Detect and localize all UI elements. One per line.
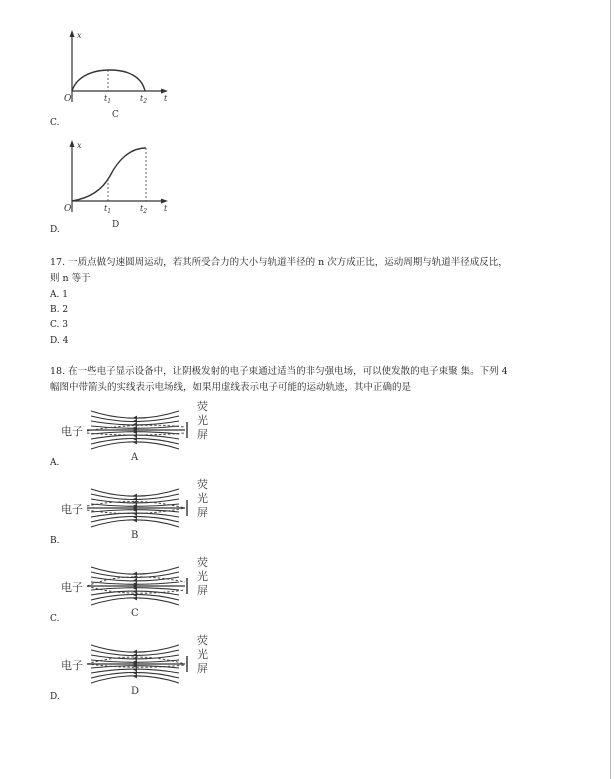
screen-label-char: 光 <box>197 570 208 583</box>
figure-caption: B <box>131 530 139 541</box>
screen-label-char: 荧 <box>197 400 208 413</box>
field-figure-b-option-label: B. <box>50 536 60 546</box>
electron-label: 电子 <box>61 503 83 516</box>
graph-d-t1-label: $t_1$ <box>104 204 112 215</box>
field-line-arrow <box>133 518 137 522</box>
graph-c-option-label: C. <box>50 118 60 128</box>
graph-c-curve <box>72 70 145 91</box>
field-line-arrow <box>133 440 137 444</box>
graph-d-y-arrow <box>70 140 75 147</box>
graph-d-curve <box>72 148 146 201</box>
graph-d-t2-label: $t_2$ <box>140 204 148 215</box>
question-17-option-a: A. 1 <box>50 290 68 300</box>
figure-caption: A <box>131 452 139 463</box>
field-figure-d <box>55 634 225 696</box>
field-figure-d-option-label: D. <box>50 692 60 702</box>
field-figure-c-option-label: C. <box>50 614 60 624</box>
field-line-arrow <box>133 668 137 672</box>
question-17-text <box>50 255 570 287</box>
graph-c-origin: O <box>64 94 72 104</box>
screen-label-char: 屏 <box>197 506 208 519</box>
field-line-arrow <box>133 653 137 657</box>
field-line-arrow <box>133 650 137 654</box>
screen-label-char: 屏 <box>197 584 208 597</box>
field-figure-a <box>55 400 225 462</box>
question-17-option-c: C. 3 <box>50 320 69 330</box>
figure-caption: D <box>131 686 140 697</box>
screen-label-char: 荧 <box>197 478 208 491</box>
question-18-line1: 18. 在一些电子显示设备中，让阴极发射的电子束通过适当的非匀强电场，可以使发散的电子束聚 集。下列 4 <box>50 366 508 377</box>
graph-d-x-arrow <box>161 199 168 204</box>
graph-c-y-label: x <box>77 31 82 40</box>
electron-label: 电子 <box>61 659 83 672</box>
graph-c-t1-label: $t_1$ <box>104 94 112 105</box>
field-line-arrow <box>133 434 137 438</box>
question-17-option-d: D. 4 <box>50 336 69 346</box>
electron-label: 电子 <box>61 425 83 438</box>
graph-c-caption: C <box>112 110 119 120</box>
graph-d-caption: D <box>112 220 120 230</box>
graph-c-t2-label: $t_2$ <box>140 94 148 105</box>
screen-label-char: 荧 <box>197 556 208 569</box>
field-figure-c <box>55 556 225 618</box>
question-18-line2: 幅图中带箭头的实线表示电场线，如果用虚线表示电子可能的运动轨迹，其中正确的是 <box>50 382 412 393</box>
screen-label-char: 荧 <box>197 634 208 647</box>
page-edge <box>610 0 611 779</box>
graph-d-option-label: D. <box>50 225 60 235</box>
question-17-option-b: B. 2 <box>50 305 69 315</box>
graph-c-y-arrow <box>70 30 75 37</box>
field-line-arrow <box>133 572 137 576</box>
graph-d <box>60 140 190 235</box>
field-line-arrow <box>133 515 137 519</box>
graph-c <box>60 30 190 125</box>
graph-d-origin: O <box>64 204 72 214</box>
graph-c-x-label: t <box>164 94 168 103</box>
screen-label-char: 光 <box>197 492 208 505</box>
field-line-arrow <box>133 497 137 501</box>
screen-label-char: 屏 <box>197 662 208 675</box>
field-line-arrow <box>133 437 137 441</box>
field-line-arrow <box>133 596 137 600</box>
field-line-arrow <box>133 674 137 678</box>
question-17-line1: 17. 一质点做匀速圆周运动，若其所受合力的大小与轨道半径的 n 次方成正比，运动周期与轨道半径成反比， <box>50 257 508 268</box>
graph-d-x-label: t <box>164 204 168 213</box>
question-18-text <box>50 364 570 396</box>
field-line-arrow <box>133 494 137 498</box>
screen-label-char: 屏 <box>197 428 208 441</box>
figure-caption: C <box>131 608 139 619</box>
question-17-line2: 则 n 等于 <box>50 273 91 284</box>
electron-label: 电子 <box>61 581 83 594</box>
field-line-arrow <box>133 419 137 423</box>
field-figure-b <box>55 478 225 540</box>
graph-d-y-label: x <box>77 141 82 150</box>
screen-label-char: 光 <box>197 414 208 427</box>
field-line-arrow <box>133 578 137 582</box>
screen-label-char: 光 <box>197 648 208 661</box>
field-line-arrow <box>133 416 137 420</box>
field-figure-a-option-label: A. <box>50 458 60 468</box>
graph-c-x-arrow <box>161 89 168 94</box>
field-line-arrow <box>133 671 137 675</box>
